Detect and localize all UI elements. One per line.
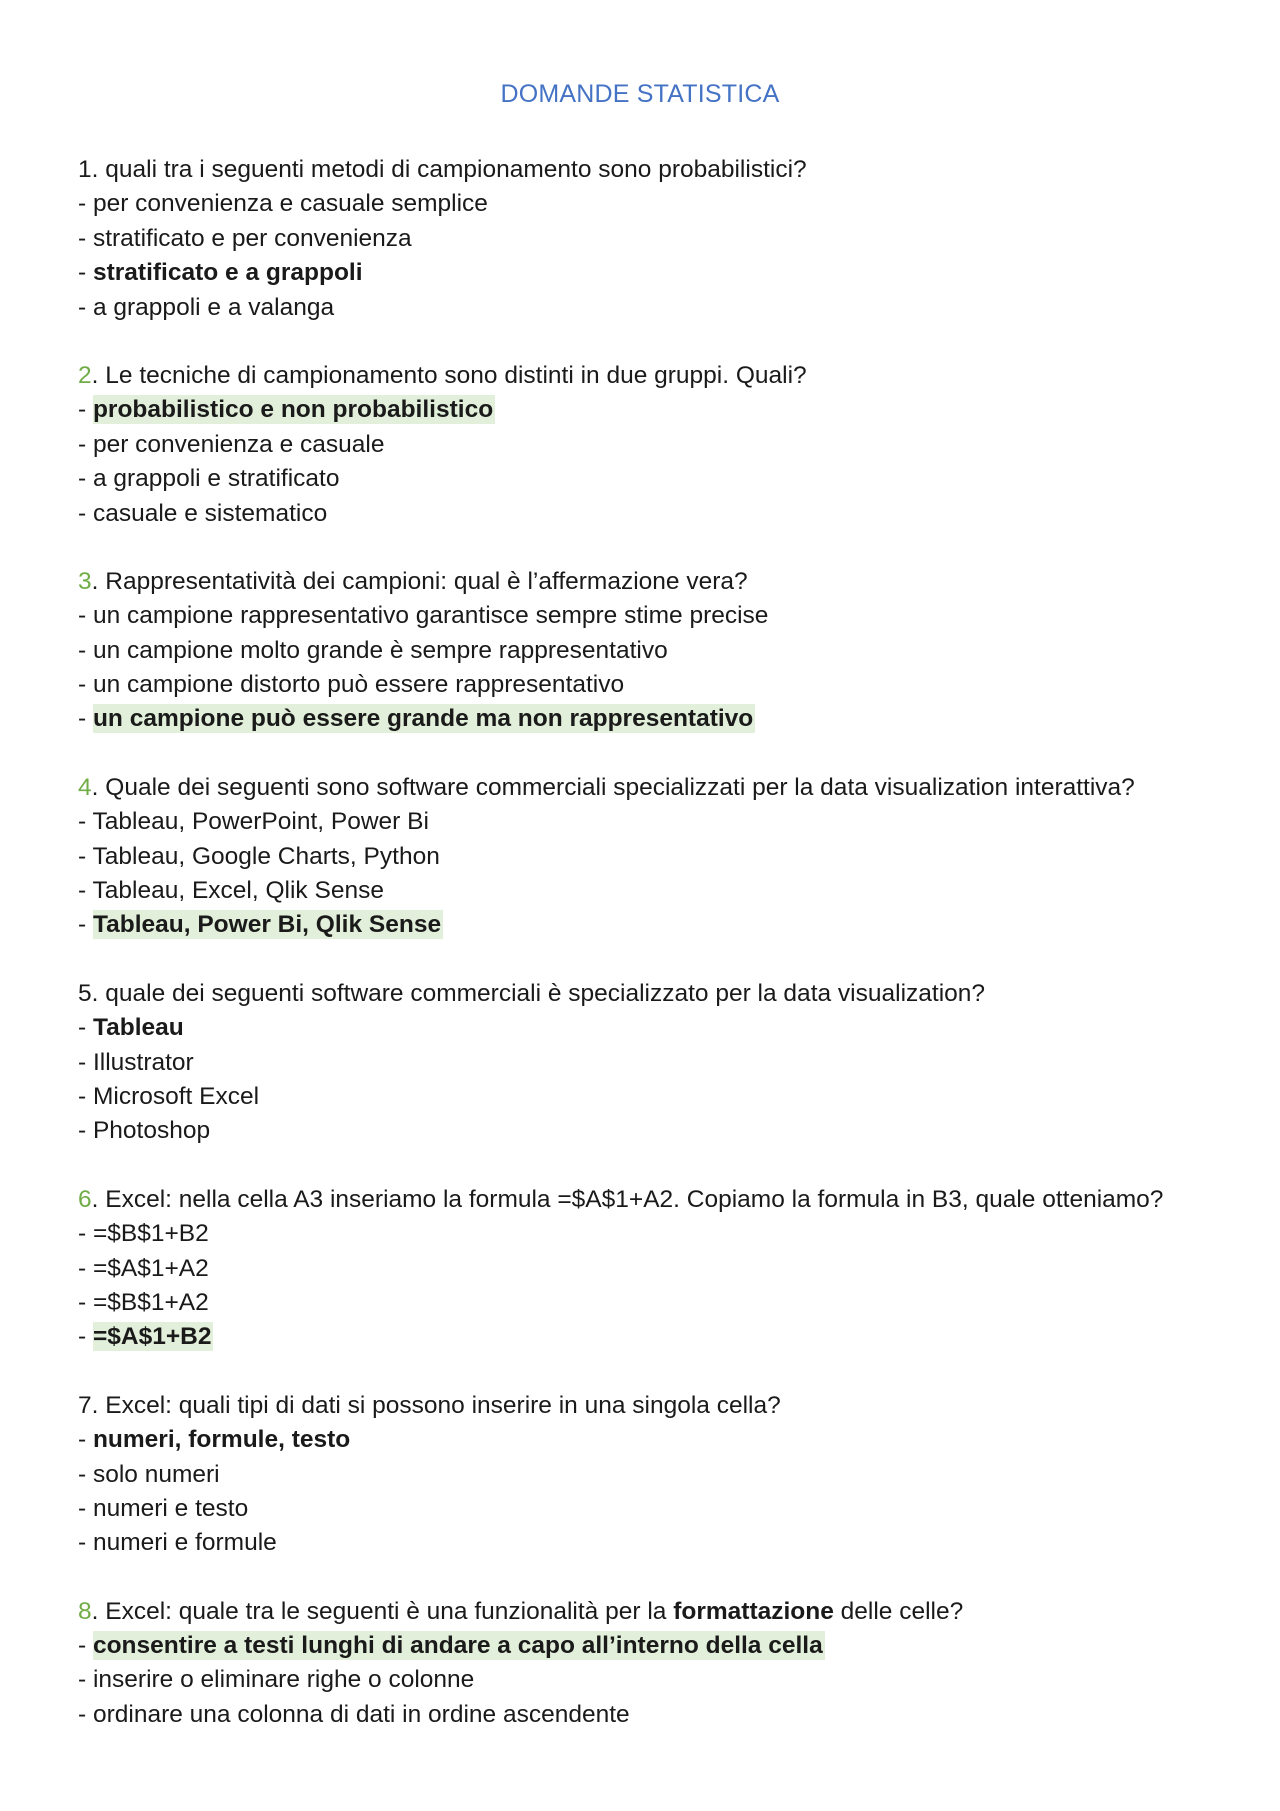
question-7 <box>78 1389 1258 1561</box>
page-title: DOMANDE STATISTICA <box>500 80 780 108</box>
answer-option <box>78 1698 1258 1732</box>
answer-text: Tableau, Excel, Qlik Sense <box>92 877 384 905</box>
question-number: 3 <box>78 567 92 595</box>
answer-text: consentire a testi lunghi di andare a capo all’interno della cella <box>92 1632 823 1660</box>
question-prompt: Le tecniche di campionamento sono distinti in due gruppi. Quali? <box>98 361 807 389</box>
answer-option <box>78 805 1258 839</box>
bullet-dash: - <box>78 1666 93 1694</box>
answer-text: =$B$1+B2 <box>92 1220 209 1248</box>
answer-option-correct <box>78 1629 1258 1663</box>
bullet-dash: - <box>78 1426 93 1454</box>
answer-text: a grappoli e stratificato <box>92 465 340 493</box>
question-prompt: quali tra i seguenti metodi di campionamento sono probabilistici? <box>98 156 807 183</box>
question-prompt: Excel: quali tipi di dati si possono inserire in una singola cella? <box>98 1391 781 1419</box>
answer-option <box>78 668 1258 702</box>
answer-text: un campione distorto può essere rappresentativo <box>92 671 625 699</box>
bullet-dash: - <box>78 1117 93 1145</box>
answer-option <box>78 1217 1258 1251</box>
bullet-dash: - <box>78 1288 93 1316</box>
bullet-dash: - <box>78 430 93 458</box>
question-3 <box>78 565 1258 737</box>
bullet-dash: - <box>78 499 93 527</box>
answer-option <box>78 1114 1258 1148</box>
answer-text: Microsoft Excel <box>92 1082 260 1110</box>
question-prompt: Quale dei seguenti sono software commerciali specializzati per la data visualization interattiva? <box>98 773 1135 801</box>
answer-text: stratificato e a grappoli <box>92 259 363 287</box>
answer-option <box>78 840 1258 874</box>
answer-option <box>78 1080 1258 1114</box>
answer-text: un campione molto grande è sempre rappresentativo <box>92 636 668 664</box>
bullet-dash: - <box>78 1082 93 1110</box>
answer-option <box>78 462 1258 496</box>
bullet-dash: - <box>78 602 93 630</box>
answer-option <box>78 187 1258 221</box>
bullet-dash: - <box>78 705 93 733</box>
answer-text: =$B$1+A2 <box>92 1288 209 1316</box>
answer-text: Photoshop <box>92 1117 211 1145</box>
answer-option-correct <box>78 702 1258 736</box>
bullet-dash: - <box>78 224 93 252</box>
answer-text: Illustrator <box>92 1048 194 1076</box>
question-number: 6 <box>78 1185 92 1213</box>
question-4 <box>78 771 1258 943</box>
question-prompt: delle celle? <box>833 1597 964 1625</box>
bullet-dash: - <box>78 671 93 699</box>
question-text: 5. quale dei seguenti software commerciali è specializzato per la data visualization? <box>78 979 986 1007</box>
question-number: 1 <box>78 156 92 183</box>
question-text: 3. Rappresentatività dei campioni: qual è l’affermazione vera? <box>78 567 748 595</box>
answer-option-correct <box>78 393 1258 427</box>
question-6 <box>78 1183 1258 1355</box>
answer-option <box>78 634 1258 668</box>
bullet-dash: - <box>78 1014 93 1042</box>
question-prompt: quale dei seguenti software commerciali è specializzato per la data visualization? <box>98 979 986 1007</box>
answer-option <box>78 291 1258 325</box>
question-8 <box>78 1595 1258 1733</box>
bullet-dash: - <box>78 1323 93 1351</box>
bullet-dash: - <box>78 1220 93 1248</box>
bullet-dash: - <box>78 1700 93 1728</box>
answer-text: ordinare una colonna di dati in ordine ascendente <box>92 1700 630 1728</box>
answer-option-correct <box>78 1011 1258 1045</box>
bullet-dash: - <box>78 1460 93 1488</box>
question-number: 2 <box>78 361 92 389</box>
answer-option-correct <box>78 256 1258 290</box>
question-text: 7. Excel: quali tipi di dati si possono inserire in una singola cella? <box>78 1391 781 1419</box>
answer-option-correct <box>78 908 1258 942</box>
bullet-dash: - <box>78 190 93 218</box>
answer-option <box>78 599 1258 633</box>
bullet-dash: - <box>78 1494 93 1522</box>
answer-option <box>78 1663 1258 1697</box>
answer-text: solo numeri <box>92 1460 220 1488</box>
bullet-dash: - <box>78 1048 93 1076</box>
bullet-dash: - <box>78 1632 93 1660</box>
answer-option <box>78 1252 1258 1286</box>
answer-text: numeri e formule <box>92 1529 277 1557</box>
question-number: 8 <box>78 1597 92 1625</box>
answer-text: per convenienza e casuale <box>92 430 385 458</box>
answer-option <box>78 428 1258 462</box>
answer-option <box>78 874 1258 908</box>
answer-option <box>78 222 1258 256</box>
answer-text: numeri e testo <box>92 1494 249 1522</box>
question-prompt: Excel: nella cella A3 inseriamo la formula =$A$1+A2. Copiamo la formula in B3, quale otteniamo? <box>98 1185 1164 1213</box>
bullet-dash: - <box>78 842 93 870</box>
answer-text: =$A$1+B2 <box>92 1323 212 1351</box>
question-text: 6. Excel: nella cella A3 inseriamo la formula =$A$1+A2. Copiamo la formula in B3, quale otteniamo? <box>78 1185 1164 1213</box>
question-1 <box>78 153 1258 325</box>
answer-option <box>78 497 1258 531</box>
answer-text: Tableau <box>92 1014 184 1042</box>
questions-list <box>78 153 1258 1766</box>
question-text: 4. Quale dei seguenti sono software commerciali specializzati per la data visualization interattiva? <box>78 773 1135 801</box>
bullet-dash: - <box>78 808 93 836</box>
question-2 <box>78 359 1258 531</box>
answer-option-correct <box>78 1423 1258 1457</box>
answer-text: probabilistico e non probabilistico <box>92 396 494 424</box>
question-text: 2. Le tecniche di campionamento sono distinti in due gruppi. Quali? <box>78 361 807 389</box>
bullet-dash: - <box>78 396 93 424</box>
answer-text: Tableau, Power Bi, Qlik Sense <box>92 911 442 939</box>
answer-option <box>78 1046 1258 1080</box>
question-prompt-emphasis: formattazione <box>673 1597 834 1625</box>
bullet-dash: - <box>78 465 93 493</box>
bullet-dash: - <box>78 259 93 287</box>
answer-option <box>78 1458 1258 1492</box>
question-text: 8. Excel: quale tra le seguenti è una funzionalità per la formattazione delle celle? <box>78 1597 964 1625</box>
answer-text: stratificato e per convenienza <box>92 224 412 252</box>
question-number: 5 <box>78 979 92 1007</box>
answer-text: Tableau, PowerPoint, Power Bi <box>92 808 429 836</box>
answer-text: un campione può essere grande ma non rappresentativo <box>92 705 754 733</box>
answer-option <box>78 1286 1258 1320</box>
answer-text: per convenienza e casuale semplice <box>92 190 488 218</box>
answer-option-correct <box>78 1320 1258 1354</box>
question-prompt: Rappresentatività dei campioni: qual è l’affermazione vera? <box>98 567 748 595</box>
bullet-dash: - <box>78 877 93 905</box>
answer-text: un campione rappresentativo garantisce sempre stime precise <box>92 602 769 630</box>
answer-option <box>78 1492 1258 1526</box>
bullet-dash: - <box>78 1529 93 1557</box>
question-number: 4 <box>78 773 92 801</box>
answer-text: inserire o eliminare righe o colonne <box>92 1666 475 1694</box>
answer-text: =$A$1+A2 <box>92 1254 209 1282</box>
question-5 <box>78 977 1258 1149</box>
bullet-dash: - <box>78 911 93 939</box>
answer-text: casuale e sistematico <box>92 499 328 527</box>
question-prompt: Excel: quale tra le seguenti è una funzionalità per la <box>98 1597 674 1625</box>
bullet-dash: - <box>78 293 93 321</box>
answer-text: numeri, formule, testo <box>92 1426 351 1454</box>
bullet-dash: - <box>78 1254 93 1282</box>
answer-text: a grappoli e a valanga <box>92 293 335 321</box>
question-number: 7 <box>78 1391 92 1419</box>
bullet-dash: - <box>78 636 93 664</box>
answer-option <box>78 1526 1258 1560</box>
answer-text: Tableau, Google Charts, Python <box>92 842 440 870</box>
question-text: 1. quali tra i seguenti metodi di campionamento sono probabilistici? <box>78 156 807 183</box>
